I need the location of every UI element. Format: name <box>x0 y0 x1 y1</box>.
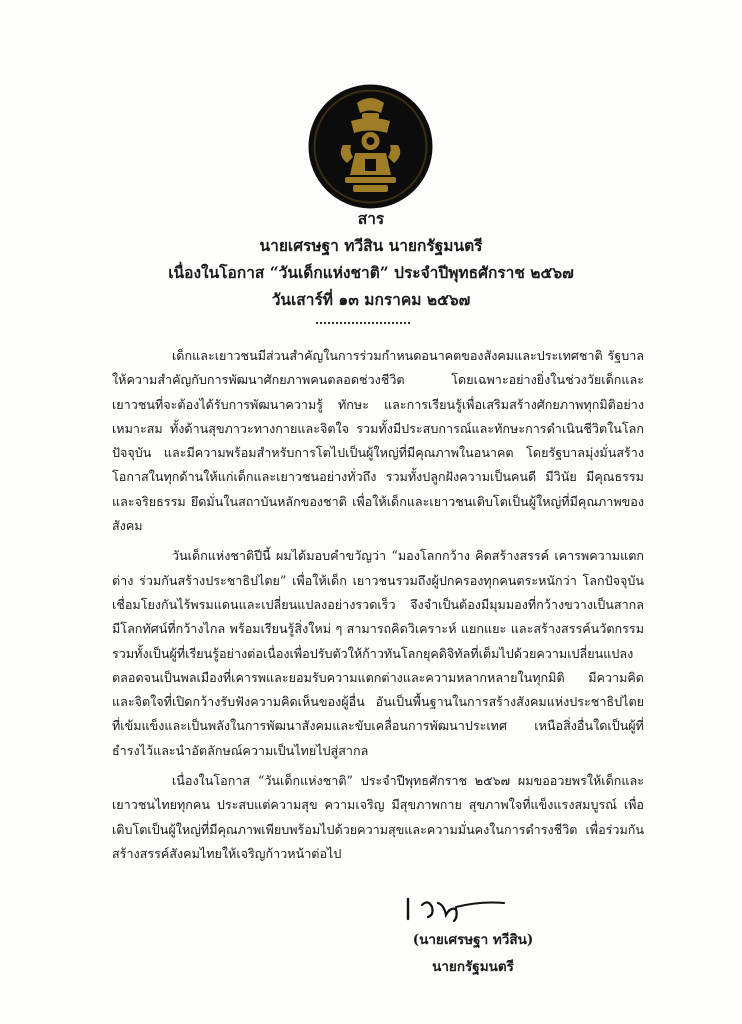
paragraph-2: วันเด็กแห่งชาติปีนี้ ผมได้มอบคำขวัญว่า “มองโลกกว้าง คิดสร้างสรรค์ เคารพความแตกต่าง ร่วมกันสร้างประชาธิปไตย” เพื่อให้เด็ก เยาวชนรวมถึงผู้ปกครองทุกคนตระหนักว่า โลกปัจจุบันเชื่อมโยงกันไร้พรมแดนและเปลี่ยนแปลงอย่างรวดเร็ว จึงจำเป็นต้องมีมุมมองที่กว้างขวางเป็นสากล มีโลกทัศน์ที่กว้างไกล พร้อมเรียนรู้สิ่งใหม่ ๆ สามารถคิดวิเคราะห์ แยกแยะ และสร้างสรรค์นวัตกรรม รวมทั้งเป็นผู้ที่เรียนรู้อย่างต่อเนื่องเพื่อปรับตัวให้ก้าวทันโลกยุคดิจิทัลที่เต็มไปด้วยความเปลี่ยนแปลง ตลอดจนเป็นพลเมืองที่เคารพและยอมรับความแตกต่างและความหลากหลายในทุกมิติ มีความคิดและจิตใจที่เปิดกว้างรับฟังความคิดเห็นของผู้อื่น อันเป็นพื้นฐานในการสร้างสังคมแห่งประชาธิปไตยที่เข้มแข็งและเป็นพลังในการพัฒนาสังคมและขับเคลื่อนการพัฒนาประเทศ เหนือสิ่งอื่นใดเป็นผู้ที่ธำรงไว้และนำอัตลักษณ์ความเป็นไทยไปสู่สากล <box>112 548 644 758</box>
author-line: นายเศรษฐา ทวีสิน นายกรัฐมนตรี <box>259 236 483 255</box>
letter-body <box>112 344 644 866</box>
date-line: วันเสาร์ที่ ๑๓ มกราคม ๒๕๖๗ <box>271 290 471 309</box>
dotted-divider <box>316 322 410 324</box>
paragraph-3: เนื่องในโอกาส “วันเด็กแห่งชาติ” ประจำปีพุทธศักราช ๒๕๖๗ ผมขออวยพรให้เด็กและเยาวชนไทยทุกคน ประสบแต่ความสุข ความเจริญ มีสุขภาพกาย สุขภาพใจที่แข็งแรงสมบูรณ์ เพื่อเติบโตเป็นผู้ใหญ่ที่มีคุณภาพเพียบพร้อมไปด้วยความสุขและความมั่นคงในการดำรงชีวิต เพื่อร่วมกันสร้างสรรค์สังคมไทยให้เจริญก้าวหน้าต่อไป <box>112 773 644 861</box>
occasion-line: เนื่องในโอกาส “วันเด็กแห่งชาติ” ประจำปีพุทธศักราช ๒๕๖๗ <box>168 263 574 282</box>
paragraph-1: เด็กและเยาวชนมีส่วนสำคัญในการร่วมกำหนดอนาคตของสังคมและประเทศชาติ รัฐบาลให้ความสำคัญกับการพัฒนาศักยภาพคนตลอดช่วงชีวิต โดยเฉพาะอย่างยิ่งในช่วงวัยเด็กและเยาวชนที่จะต้องได้รับการพัฒนาความรู้ ทักษะ และการเรียนรู้เพื่อเสริมสร้างศักยภาพทุกมิติอย่างเหมาะสม ทั้งด้านสุขภาวะทางกายและจิตใจ รวมทั้งมีประสบการณ์และทักษะการดำเนินชีวิตในโลกปัจจุบัน และมีความพร้อมสำหรับการโตไปเป็นผู้ใหญ่ที่มีคุณภาพในอนาคต โดยรัฐบาลมุ่งมั่นสร้างโอกาสในทุกด้านให้แก่เด็กและเยาวชนอย่างทั่วถึง รวมทั้งปลูกฝังความเป็นคนดี มีวินัย มีคุณธรรมและจริยธรรม ยึดมั่นในสถาบันหลักของชาติ เพื่อให้เด็กและเยาวชนเติบโตเป็นผู้ใหญ่ที่มีคุณภาพของสังคม <box>112 348 644 534</box>
handwritten-signature <box>400 893 510 927</box>
signatory-name: (นายเศรษฐา ทวีสิน) <box>412 932 534 948</box>
letter-title: สาร <box>357 209 385 228</box>
signatory-position: นายกรัฐมนตรี <box>432 959 514 975</box>
government-seal-icon <box>307 83 434 210</box>
